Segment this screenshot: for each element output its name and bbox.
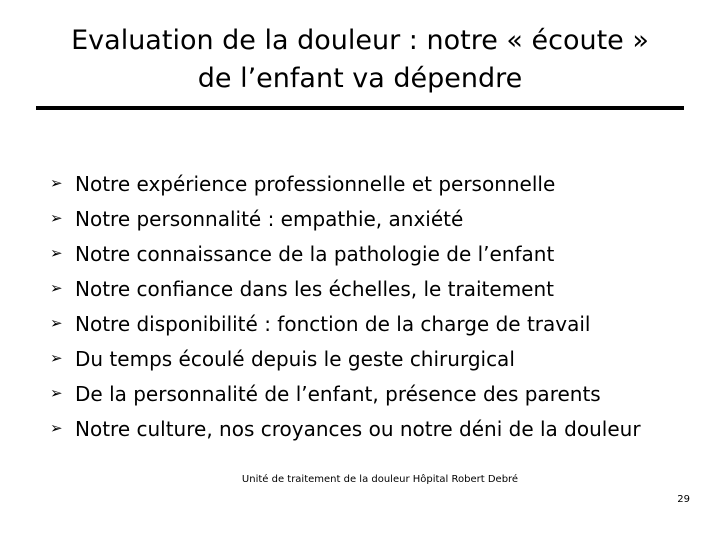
arrow-bullet-icon: ➢ — [50, 314, 63, 332]
bullet-text: Notre connaissance de la pathologie de l’enfant — [75, 241, 555, 266]
arrow-bullet-icon: ➢ — [50, 279, 63, 297]
arrow-bullet-icon: ➢ — [50, 209, 63, 227]
bullet-item-1 — [50, 166, 641, 201]
title-line-2: de l’enfant va dépendre — [197, 63, 523, 94]
bullet-item-7 — [50, 376, 641, 411]
arrow-bullet-icon: ➢ — [50, 419, 63, 437]
bullet-item-8 — [50, 411, 641, 446]
bullet-text: Notre disponibilité : fonction de la charge de travail — [75, 311, 591, 336]
title-line-1: Evaluation de la douleur : notre « écoute » — [71, 25, 649, 56]
bullet-text: Notre culture, nos croyances ou notre déni de la douleur — [75, 416, 641, 441]
bullet-list — [50, 166, 641, 446]
bullet-item-4 — [50, 271, 641, 306]
bullet-item-5 — [50, 306, 641, 341]
bullet-text: De la personnalité de l’enfant, présence des parents — [75, 381, 601, 406]
arrow-bullet-icon: ➢ — [50, 174, 63, 192]
bullet-text: Notre confiance dans les échelles, le traitement — [75, 276, 555, 301]
slide-title — [0, 22, 720, 98]
arrow-bullet-icon: ➢ — [50, 349, 63, 367]
arrow-bullet-icon: ➢ — [50, 384, 63, 402]
page-number: 29 — [677, 494, 690, 505]
bullet-text: Notre personnalité : empathie, anxiété — [75, 206, 464, 231]
title-divider — [36, 106, 684, 110]
bullet-item-2 — [50, 201, 641, 236]
bullet-item-3 — [50, 236, 641, 271]
slide-footer: Unité de traitement de la douleur Hôpital Robert Debré — [241, 474, 519, 485]
arrow-bullet-icon: ➢ — [50, 244, 63, 262]
bullet-text: Du temps écoulé depuis le geste chirurgical — [75, 346, 515, 371]
bullet-text: Notre expérience professionnelle et personnelle — [75, 171, 556, 196]
bullet-item-6 — [50, 341, 641, 376]
